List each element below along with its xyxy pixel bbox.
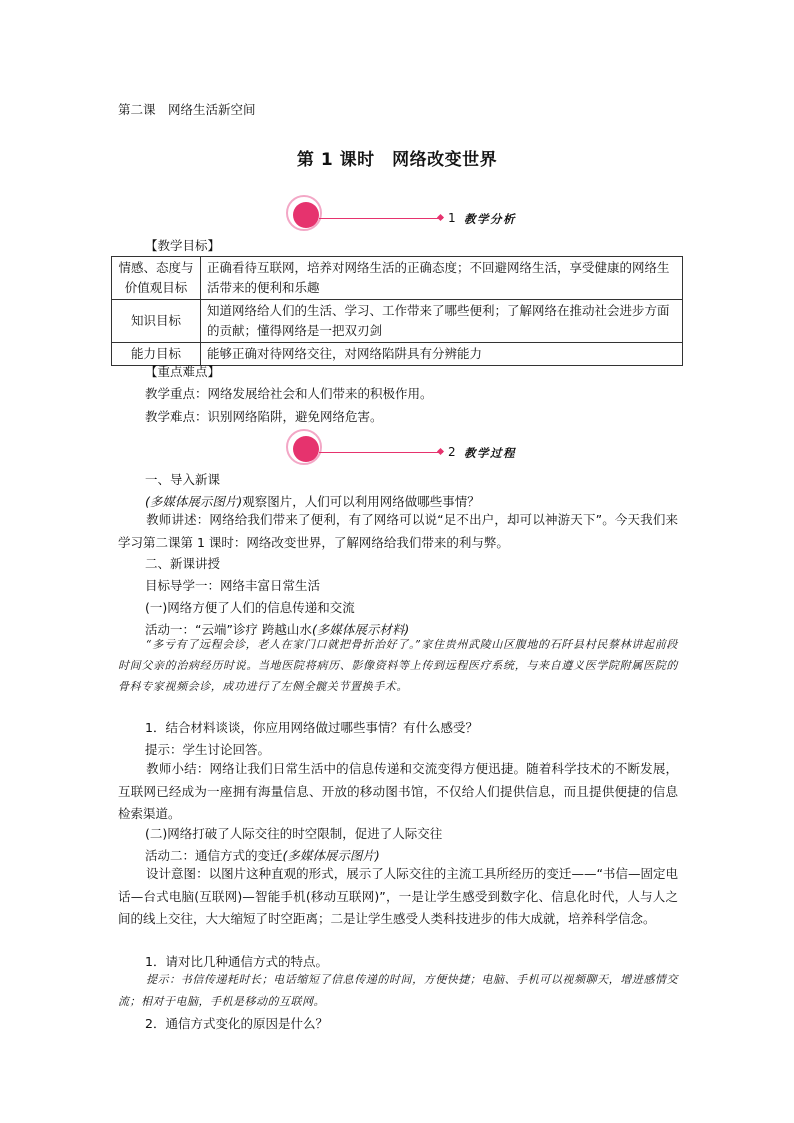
hint-2: 提示：书信传递耗时长；电话缩短了信息传递的时间，方便快捷；电脑、手机可以视频聊天，增进感情交流；相对于电脑，手机是移动的互联网。 (118, 973, 678, 1008)
section-number: 2 (448, 445, 456, 459)
divider-line (319, 452, 443, 453)
question-3: 2．通信方式变化的原因是什么？ (145, 1016, 328, 1031)
intro-heading: 一、导入新课 (145, 472, 221, 487)
section-label: 教学过程 (464, 446, 516, 460)
new-lesson-heading: 二、新课讲授 (145, 556, 221, 571)
divider-line (319, 218, 443, 219)
goal-value: 正确看待互联网，培养对网络生活的正确态度；不回避网络生活，享受健康的网络生活带来的便利和乐趣 (201, 257, 683, 300)
key-point: 教学重点：网络发展给社会和人们带来的积极作用。 (145, 386, 433, 401)
goal-key: 知识目标 (112, 300, 201, 343)
goal-key: 情感、态度与价值观目标 (112, 257, 201, 300)
teacher-intro: 教师讲述：网络给我们带来了便利，有了网络可以说“足不出户，却可以神游天下”。今天我们来学习第二课第 1 课时：网络改变世界，了解网络给我们带来的利与弊。 (118, 512, 678, 550)
table-row (112, 300, 683, 343)
goal-guide-1: 目标导学一：网络丰富日常生活 (145, 578, 321, 593)
intro-question: (多媒体展示图片)观察图片，人们可以利用网络做哪些事情？ (145, 494, 480, 509)
goals-heading: 【教学目标】 (145, 238, 221, 253)
activity-2: 活动二：通信方式的变迁(多媒体展示图片) (145, 848, 380, 863)
key-points-heading: 【重点难点】 (145, 364, 221, 379)
subsection-1: (一)网络方便了人们的信息传递和交流 (145, 600, 355, 615)
activity-1: 活动一：“云端”诊疗 跨越山水(多媒体展示材料) (145, 622, 410, 637)
hint-1: 提示：学生讨论回答。 (145, 742, 271, 757)
diamond-icon (437, 214, 444, 221)
design-intent: 设计意图：以图片这种直观的形式，展示了人际交往的主流工具所经历的变迁——“书信—固定电话—台式电脑(互联网)—智能手机(移动互联网)”，一是让学生感受到数字化、信息化时代，人与人之间的线上交往，大大缩短了时空距离；二是让学生感受人类科技进步的伟大成就，培养科学信念。 (118, 866, 678, 926)
circle-marker-icon (286, 195, 322, 231)
section-marker-process (286, 429, 586, 473)
teaching-goals-table (111, 256, 683, 366)
goal-value: 能够正确对待网络交往，对网络陷阱具有分辨能力 (201, 343, 683, 366)
lesson-title: 第 1 课时 网络改变世界 (296, 150, 498, 170)
section-number: 1 (448, 211, 456, 225)
section-marker-analysis (286, 195, 586, 239)
subsection-2: (二)网络打破了人际交往的时空限制，促进了人际交往 (145, 826, 443, 841)
table-row (112, 257, 683, 300)
teacher-summary: 教师小结：网络让我们日常生活中的信息传递和交流变得方便迅捷。随着科学技术的不断发展，互联网已经成为一座拥有海量信息、开放的移动图书馆，不仅给人们提供信息，而且提供便捷的信息检索渠道。 (118, 761, 678, 821)
material-quote: “多亏有了远程会诊，老人在家门口就把骨折治好了。”家住贵州武陵山区腹地的石阡县村民蔡林讲起前段时间父亲的治病经历时说。当地医院将病历、影像资料等上传到远程医疗系统，与来自遵义医学院附属医院的骨科专家视频会诊，成功进行了左侧全髋关节置换手术。 (118, 638, 678, 693)
goal-key: 能力目标 (112, 343, 201, 366)
difficult-point: 教学难点：识别网络陷阱，避免网络危害。 (145, 409, 383, 424)
chapter-heading: 第二课 网络生活新空间 (118, 102, 256, 117)
section-label: 教学分析 (464, 212, 516, 226)
diamond-icon (437, 448, 444, 455)
question-2: 1．请对比几种通信方式的特点。 (145, 954, 328, 969)
question-1: 1．结合材料谈谈，你应用网络做过哪些事情？有什么感受？ (145, 720, 478, 735)
circle-marker-icon (286, 429, 322, 465)
goal-value: 知道网络给人们的生活、学习、工作带来了哪些便利；了解网络在推动社会进步方面的贡献；懂得网络是一把双刃剑 (201, 300, 683, 343)
